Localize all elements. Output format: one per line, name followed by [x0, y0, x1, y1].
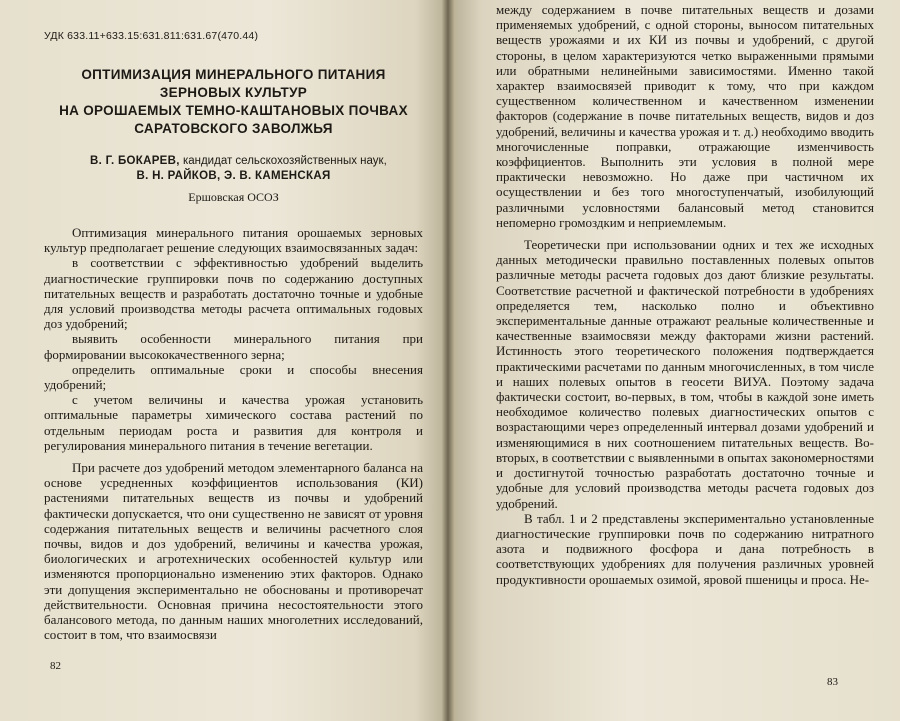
article-title: [44, 66, 423, 138]
right-body-text: [496, 2, 874, 587]
author-degree: кандидат сельскохозяйственных наук,: [179, 155, 387, 167]
paragraph: выявить особенности минерального питания при формировании высококачественного зерна;: [44, 331, 423, 362]
paragraph: Теоретически при использовании одних и тех же исходных данных методически правильно поставленных полевых опытов различные методы расчета годовых доз дают близкие результаты. Соответствие расчетной и фактической потребности в удобрениях определяется тем, насколько полно и объективно экспериментальные данные отражают реальные количественные и качественные взаимосвязи между факторами жизни растений. Истинность этого теоретического положения подтверждается практическими расчетами по данным многочисленных, в том числе и наших полевых опытов в геосети ВИУА. Поэтому задача фактически состоит, во-первых, в том, чтобы в каждой зоне иметь необходимое количество полевых диагностических опытов с возрастающими через определенный интервал дозами удобрений и изменяющимися в них соотношением питательных веществ. Во-вторых, в соответствии с выявленными в опытах закономерностями и достигнутой точностью разработать достаточно точные и удобные для условий производства методы расчета годовых доз удобрений.: [496, 237, 874, 511]
paragraph: Оптимизация минерального питания орошаемых зерновых культур предполагает решение следующих взаимосвязанных задач:: [44, 225, 423, 256]
title-line: САРАТОВСКОГО ЗАВОЛЖЬЯ: [134, 121, 333, 136]
paragraph: с учетом величины и качества урожая установить оптимальные параметры химического состава растений по отдельным периодам роста и развития для контроля и регулирования минерального питания в течение вегетации.: [44, 392, 423, 453]
author-name: В. Г. БОКАРЕВ,: [90, 155, 180, 167]
author-line-1: [44, 154, 423, 169]
page-number-left: 82: [50, 660, 61, 672]
left-page: [0, 0, 447, 721]
paragraph: в соответствии с эффективностью удобрений выделить диагностические группировки почв по содержанию доступных питательных веществ и разработать достаточно точные и удобные для условий производства методы расчета оптимальных годовых доз удобрений;: [44, 255, 423, 332]
paragraph: В табл. 1 и 2 представлены экспериментально установленные диагностические группировки почв по содержанию нитратного азота и подвижного фосфора и дана потребность в соответствующих удобрениях для получения различных уровней продуктивности орошаемых озимой, яровой пшеницы и проса. Не-: [496, 510, 874, 587]
paragraph: между содержанием в почве питательных веществ и дозами применяемых удобрений, с одной стороны, выносом питательных веществ урожаями и их КИ из почвы и удобрений, с другой стороны, в целом характеризуются четко выраженными прямыми или обратными нелинейными зависимостями. Именно такой характер взаимосвязей приводит к тому, что при каждом существенном количественном и качественном изменении факторов (содержание в почве питательных веществ, видов и доз удобрений, величины и качества урожая и т. д.) необходимо вводить многочисленные поправки, отражающие изменчивость коэффициентов. Выполнить эти условия в полной мере практически невозможно. Но даже при частичном их осуществлении и без того многоступенчатый, изобилующий различными условностями балансовый метод становится непомерно громоздким и неприемлемым.: [496, 2, 874, 230]
paragraph: определить оптимальные сроки и способы внесения удобрений;: [44, 361, 423, 393]
udk-code: УДК 633.11+633.15:631.811:631.67(470.44): [44, 30, 259, 42]
page-number-right: 83: [827, 676, 838, 688]
title-line: НА ОРОШАЕМЫХ ТЕМНО-КАШТАНОВЫХ ПОЧВАХ: [59, 103, 408, 118]
author-line-2: [44, 169, 423, 184]
title-line: ОПТИМИЗАЦИЯ МИНЕРАЛЬНОГО ПИТАНИЯ: [81, 67, 386, 82]
book-gutter: [441, 0, 455, 721]
organization: Ершовская ОСОЗ: [188, 190, 279, 204]
author-names: В. Н. РАЙКОВ, Э. В. КАМЕНСКАЯ: [136, 170, 331, 182]
title-line: ЗЕРНОВЫХ КУЛЬТУР: [159, 85, 308, 100]
left-body-text: [44, 225, 423, 642]
authors: [44, 154, 423, 184]
paragraph: При расчете доз удобрений методом элементарного баланса на основе усредненных коэффициентов использования (КИ) растениями питательных веществ из почвы и удобрений фактически допускается, что они существенно не зависят от уровня содержания питательных веществ и величины расчетного слоя почвы, видов и доз удобрений, величины и качества урожая, биологических и агротехнических особенностей культур или изменяются пропорционально изменению этих факторов. Однако эти допущения экспериментально не обоснованы и противоречат действительности. Основная причина несостоятельности этого балансового метода, по данным наших многолетних исследований, состоит в том, что взаимосвязи: [44, 460, 423, 643]
right-page: [450, 0, 900, 721]
